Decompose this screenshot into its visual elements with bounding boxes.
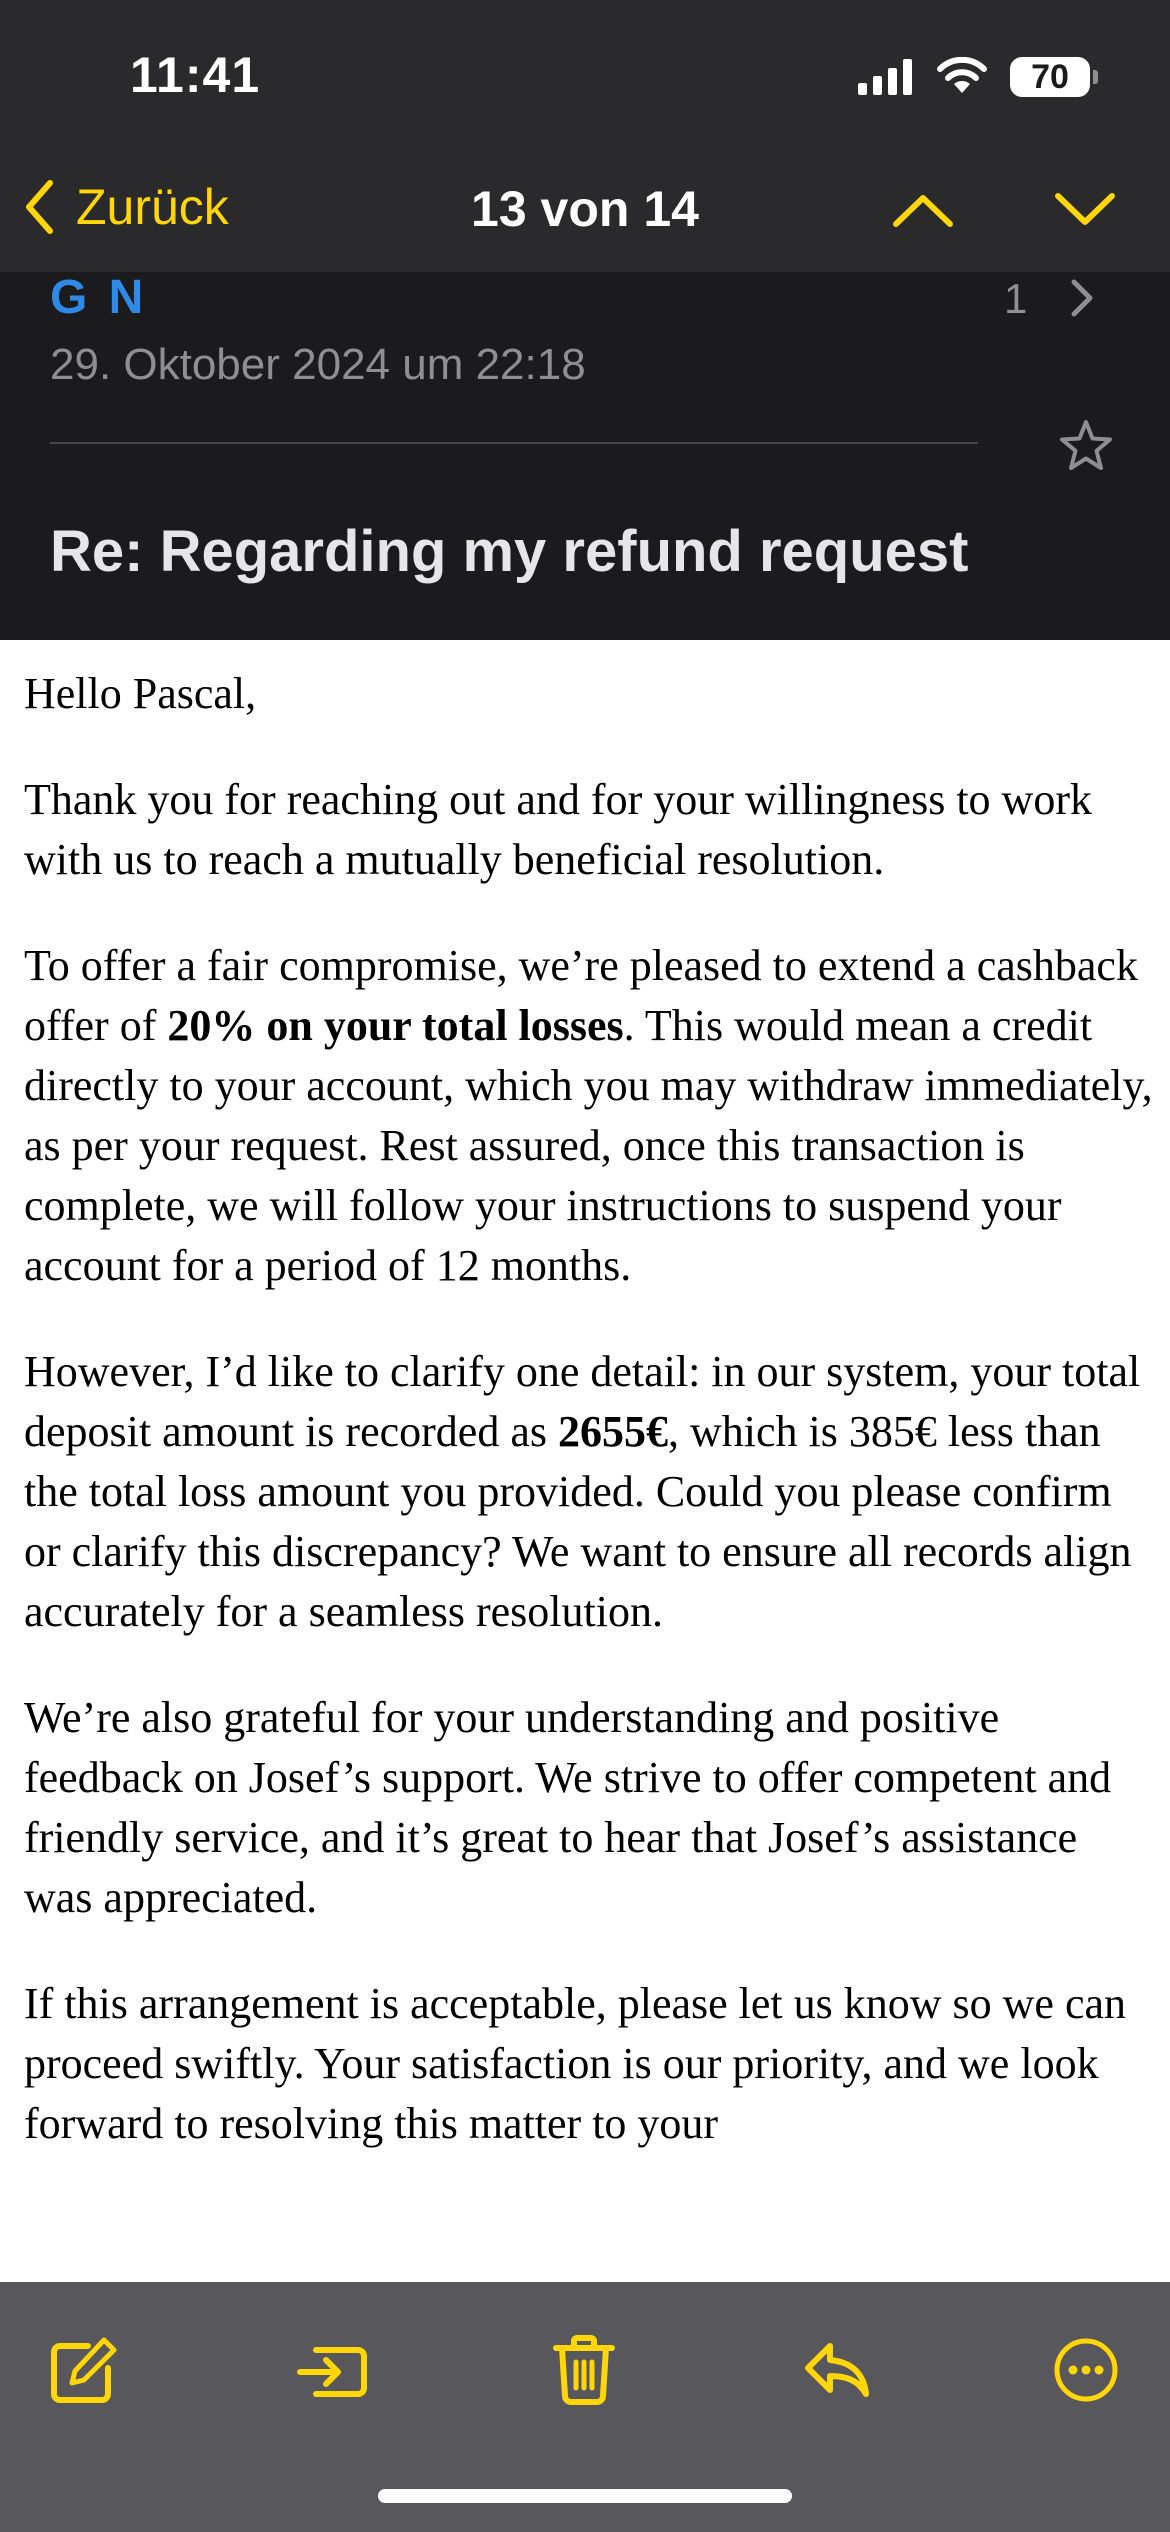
back-button[interactable] (24, 172, 229, 242)
next-message-button[interactable] (1045, 175, 1125, 245)
message-position-title: 13 von 14 (471, 181, 699, 237)
more-button[interactable] (1046, 2330, 1126, 2410)
body-paragraph-4: We’re also grateful for your understanding and positive feedback on Josef’s support. We strive to offer competent and friendly service, and it’s great to hear that Josef’s assistance was appreciated. (24, 1693, 1112, 1922)
previous-message-button[interactable] (883, 175, 963, 245)
sender-name[interactable]: G N (50, 271, 148, 324)
wifi-icon (936, 57, 988, 97)
more-icon (1053, 2337, 1119, 2403)
paragraph-3-text-start: However, I’d like to clarify one detail: in our system, your total deposit amount is recorded as (24, 1347, 1141, 1456)
body-paragraph-1: Thank you for reaching out and for your willingness to work with us to reach a mutually beneficial resolution. (24, 775, 1092, 884)
body-paragraph-2 (24, 936, 1154, 1296)
body-paragraph-5: If this arrangement is acceptable, please let us know so we can proceed swiftly. Your satisfaction is our priority, and we look forward to resolving this matter to your (24, 1979, 1127, 2148)
compose-button[interactable] (44, 2330, 124, 2410)
paragraph-2-bold: 20% on your total losses (167, 1001, 624, 1050)
body-paragraph-3 (24, 1342, 1154, 1642)
paragraph-3-bold: 2655€ (557, 1407, 668, 1456)
chevron-left-icon (24, 179, 54, 235)
chevron-down-icon (1054, 192, 1116, 228)
move-button[interactable] (292, 2330, 372, 2410)
message-body (24, 664, 1154, 2200)
status-icons (858, 52, 1090, 102)
trash-icon (552, 2334, 616, 2406)
reply-button[interactable] (796, 2330, 876, 2410)
message-date: 29. Oktober 2024 um 22:18 (50, 340, 586, 389)
thread-count[interactable]: 1 (1004, 275, 1028, 322)
back-label: Zurück (76, 179, 229, 235)
signal-icon (858, 59, 914, 95)
message-subject: Re: Regarding my refund request (50, 519, 969, 584)
chevron-right-icon[interactable] (1070, 278, 1094, 318)
battery-icon (1010, 57, 1090, 97)
star-icon[interactable] (1058, 418, 1114, 474)
battery-level: 70 (1031, 57, 1069, 96)
paragraph-2-text-end: . This would mean a credit directly to your account, which you may withdraw immediately, as per your request. Rest assured, once this transaction is complete, we will follow your instructions to suspend your account for a period of 12 months. (24, 1001, 1153, 1290)
paragraph-2-text-start: To offer a fair compromise, we’re pleased to extend a cashback offer of (24, 941, 1138, 1050)
compose-icon (48, 2334, 120, 2406)
status-time: 11:41 (130, 47, 261, 103)
delete-button[interactable] (544, 2330, 624, 2410)
paragraph-3-text-end: , which is 385€ less than the total loss amount you provided. Could you please confirm or clarify this discrepancy? We want to ensure all records align accurately for a seamless resolution. (24, 1407, 1132, 1636)
reply-icon (802, 2340, 870, 2400)
home-indicator[interactable] (378, 2489, 792, 2503)
move-to-folder-icon (296, 2340, 368, 2400)
chevron-up-icon (892, 192, 954, 228)
header-divider (50, 442, 978, 444)
greeting: Hello Pascal, (24, 669, 257, 718)
